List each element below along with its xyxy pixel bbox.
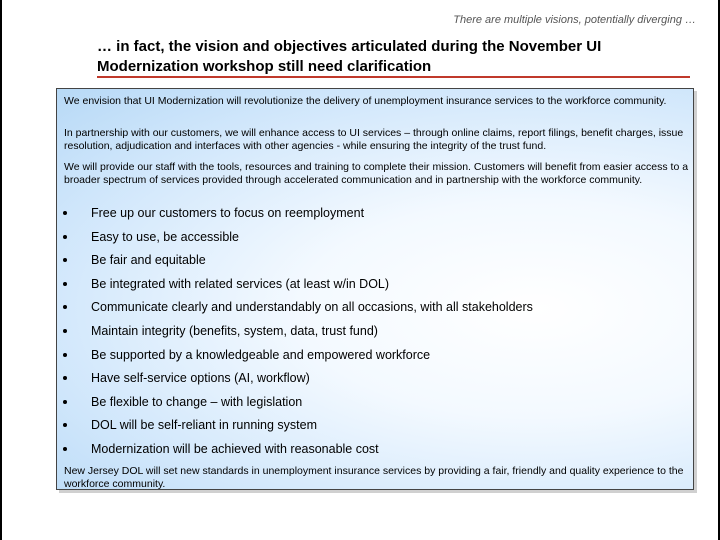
bullet-icon (63, 235, 67, 239)
bullet-icon (63, 211, 67, 215)
list-item (57, 275, 677, 293)
list-item-text: Be fair and equitable (91, 253, 206, 268)
list-item-text: DOL will be self-reliant in running system (91, 418, 318, 433)
bullet-icon (63, 258, 67, 262)
staff-paragraph: We will provide our staff with the tools, resources and training to complete their mission. Customers will benefit from easier access to a broader spectrum of services provided through accelerated communication and in partnership with the workforce community. (64, 161, 689, 186)
list-item-text: Be integrated with related services (at least w/in DOL) (91, 276, 390, 291)
slide-subtitle: There are multiple visions, potentially diverging … (453, 14, 696, 26)
bullet-icon (63, 423, 67, 427)
closing-statement: New Jersey DOL will set new standards in unemployment insurance services by providing a fair, friendly and quality experience to the workforce community. (64, 465, 684, 490)
list-item-text: Be flexible to change – with legislation (91, 394, 303, 409)
title-underline (97, 76, 690, 78)
list-item-text: Communicate clearly and understandably on all occasions, with all stakeholders (91, 300, 533, 315)
bullet-icon (63, 400, 67, 404)
list-item-text: Easy to use, be accessible (91, 229, 239, 244)
list-item-text: Have self-service options (AI, workflow) (91, 371, 310, 386)
list-item-text: Maintain integrity (benefits, system, data, trust fund) (91, 324, 378, 338)
list-item-text: Modernization will be achieved with reasonable cost (91, 442, 379, 456)
list-item (57, 251, 677, 269)
list-item-text: Free up our customers to focus on reemployment (91, 206, 365, 220)
partnership-paragraph: In partnership with our customers, we will enhance access to UI services – through online claims, report filings, benefit charges, issue resolution, adjudication and interfaces with other agencies - while ensuring the integrity of the trust fund. (64, 127, 684, 152)
list-item (57, 322, 677, 340)
slide-left-border (0, 0, 2, 540)
list-item (57, 298, 677, 316)
list-item (57, 228, 677, 246)
list-item (57, 393, 677, 411)
bullet-icon (63, 282, 67, 286)
list-item (57, 369, 677, 387)
list-item-text: Be supported by a knowledgeable and empowered workforce (91, 347, 431, 362)
bullet-icon (63, 329, 67, 333)
list-item (57, 204, 677, 222)
slide-title: … in fact, the vision and objectives articulated during the November UI Modernization workshop still need clarification (97, 38, 602, 75)
bullet-icon (63, 353, 67, 357)
vision-paragraph: We envision that UI Modernization will revolutionize the delivery of unemployment insurance services to the workforce community. (64, 95, 667, 107)
list-item (57, 440, 677, 458)
list-item (57, 416, 677, 434)
list-item (57, 346, 677, 364)
bullet-icon (63, 447, 67, 451)
vision-panel (56, 88, 694, 490)
bullet-icon (63, 305, 67, 309)
bullet-icon (63, 376, 67, 380)
